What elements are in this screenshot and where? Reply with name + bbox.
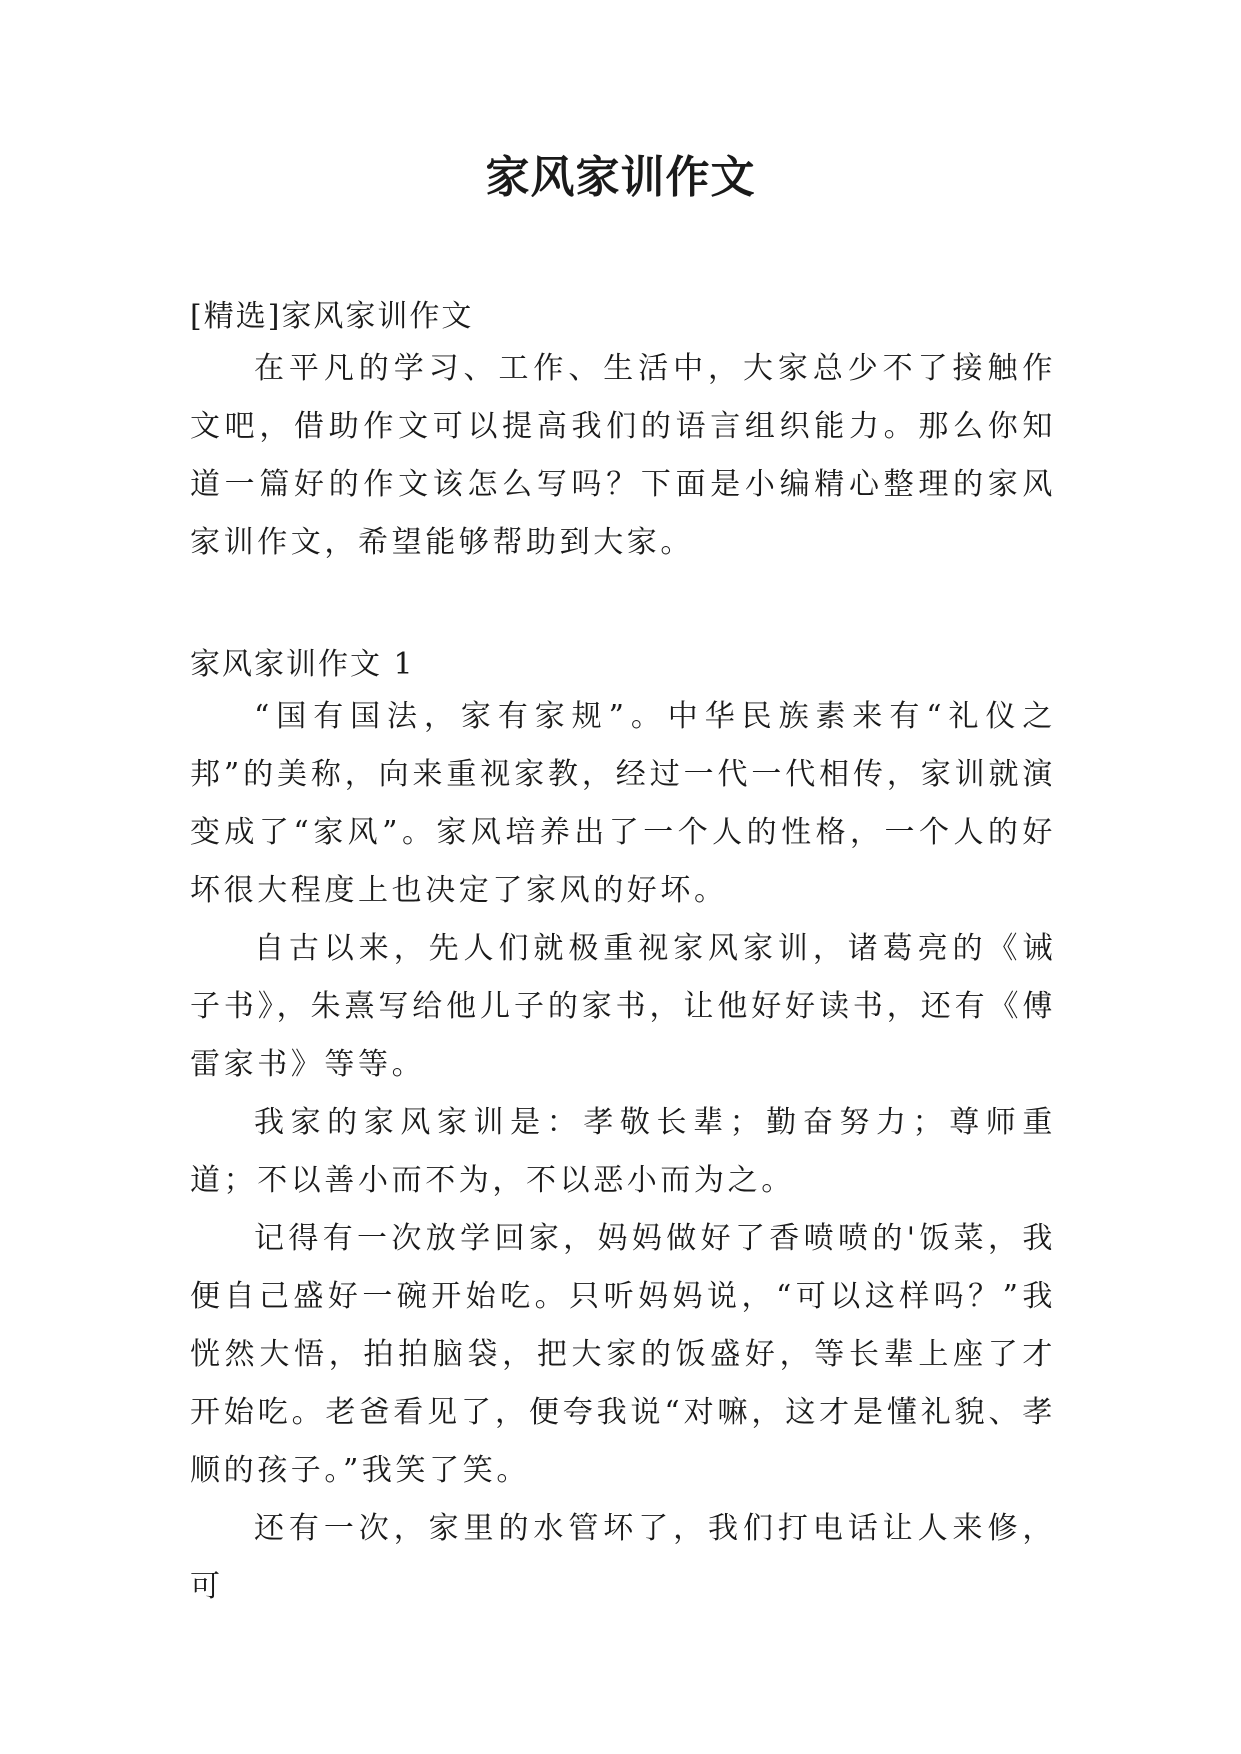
document-subtitle: [精选]家风家训作文 <box>190 299 474 334</box>
body-paragraph: 还有一次，家里的水管坏了，我们打电话让人来修，可 <box>190 1511 1056 1604</box>
document-title: 家风家训作文 <box>485 152 756 203</box>
body-paragraph: 我家的家风家训是：孝敬长辈；勤奋努力；尊师重道；不以善小而不为，不以恶小而为之。 <box>190 1105 1056 1198</box>
intro-paragraph: 在平凡的学习、工作、生活中，大家总少不了接触作文吧，借助作文可以提高我们的语言组织能力。那么你知道一篇好的作文该怎么写吗？下面是小编精心整理的家风家训作文，希望能够帮助到大家。 <box>190 351 1056 560</box>
body-paragraph: “国有国法，家有家规”。中华民族素来有“礼仪之邦”的美称，向来重视家教，经过一代一代相传，家训就演变成了“家风”。家风培养出了一个人的性格，一个人的好坏很大程度上也决定了家风的好坏。 <box>190 699 1056 908</box>
section-heading: 家风家训作文 1 <box>190 647 415 682</box>
body-paragraph: 记得有一次放学回家，妈妈做好了香喷喷的'饭菜，我便自己盛好一碗开始吃。只听妈妈说，“可以这样吗？”我恍然大悟，拍拍脑袋，把大家的饭盛好，等长辈上座了才开始吃。老爸看见了，便夸我说“对嘛，这才是懂礼貌、孝顺的孩子。”我笑了笑。 <box>190 1221 1056 1488</box>
body-paragraph: 自古以来，先人们就极重视家风家训，诸葛亮的《诫子书》，朱熹写给他儿子的家书，让他好好读书，还有《傅雷家书》等等。 <box>190 931 1056 1082</box>
